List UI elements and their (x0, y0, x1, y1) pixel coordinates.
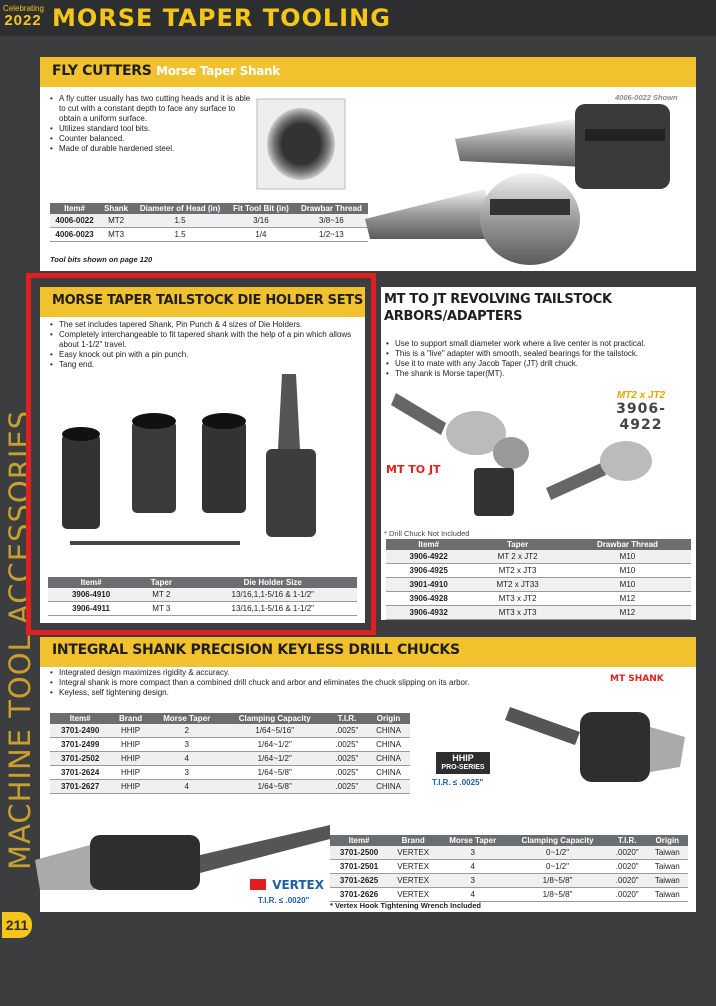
table-cell: 3906-4928 (386, 592, 471, 606)
table-header: Drawbar Thread (295, 203, 368, 214)
table-row (50, 724, 410, 738)
table-cell: 1/64~1/2" (223, 752, 327, 766)
table-cell: 4 (151, 752, 223, 766)
vertex-brand-text: VERTEX (272, 878, 325, 892)
table-cell: MT 3 (134, 602, 188, 616)
fly-cutters-panel (40, 57, 696, 271)
vertex-mark-icon (250, 879, 266, 890)
table-cell: MT 2 x JT2 (471, 550, 564, 564)
table-cell: 3701-2625 (330, 874, 388, 888)
bullet: • Use it to mate with any Jacob Taper (JT) drill chuck. (386, 359, 696, 369)
table-header: Brand (388, 835, 438, 846)
table-row (386, 606, 691, 620)
table-cell: MT3 (99, 228, 133, 242)
drill-chuck-note: * Drill Chuck Not Included (384, 529, 470, 538)
table-cell: .0020" (608, 860, 647, 874)
table-cell: 4006-0022 (50, 214, 99, 228)
table-cell: 1/8~5/8" (507, 888, 608, 902)
table-header: Taper (471, 539, 564, 550)
table-cell: 1/2~13 (295, 228, 368, 242)
side-category-text: MACHINE TOOL ACCESSORIES (3, 409, 37, 870)
table-header: Item# (50, 203, 99, 214)
table-cell: .0020" (608, 888, 647, 902)
table-row (50, 766, 410, 780)
table-row (50, 738, 410, 752)
table-cell: .0025" (327, 752, 367, 766)
table-cell: 1/64~5/8" (223, 766, 327, 780)
table-header: Morse Taper (151, 713, 223, 724)
drill-chucks-title: INTEGRAL SHANK PRECISION KEYLESS DRILL CHUCKS (52, 642, 460, 658)
fly-cutters-title-text: FLY CUTTERS (52, 63, 152, 79)
table-cell: 3 (151, 766, 223, 780)
mt2-jt2-part-number: 3906-4922 (616, 401, 666, 433)
table-cell: 1/64~5/8" (223, 780, 327, 794)
hhip-brand-text: HHIP (452, 753, 474, 763)
table-header: Origin (647, 835, 688, 846)
table-cell: HHIP (110, 724, 151, 738)
table-cell: M10 (564, 564, 691, 578)
table-cell: 1.5 (133, 228, 227, 242)
mt-to-jt-title-line2: ARBORS/ADAPTERS (384, 309, 523, 324)
table-header: Item# (48, 577, 134, 588)
table-cell: 13/16,1,1-5/16 & 1-1/2" (189, 588, 357, 602)
table-cell: 3701-2624 (50, 766, 110, 780)
mt2-jt2-label: MT2 x JT2 (616, 390, 666, 401)
table-cell: .0025" (327, 738, 367, 752)
celebrating-text: Celebrating (3, 4, 44, 13)
table-cell: Taiwan (647, 846, 688, 860)
bullet: • Utilizes standard tool bits. (50, 124, 255, 134)
page-title: MORSE TAPER TOOLING (52, 4, 391, 32)
hhip-chuck-image (500, 687, 690, 797)
table-cell: VERTEX (388, 846, 438, 860)
table-header: Taper (134, 577, 188, 588)
table-cell: 3701-2499 (50, 738, 110, 752)
mt-shank-label: MT SHANK (610, 674, 664, 684)
table-cell: HHIP (110, 780, 151, 794)
table-cell: 3906-4910 (48, 588, 134, 602)
mt-to-jt-table (386, 539, 691, 620)
table-cell: 3/16 (227, 214, 295, 228)
table-cell: 3701-2501 (330, 860, 388, 874)
table-cell: 3701-2626 (330, 888, 388, 902)
table-header: Origin (367, 713, 410, 724)
bullet: • Use to support small diameter work where a live center is not practical. (386, 339, 696, 349)
table-cell: 3701-2627 (50, 780, 110, 794)
table-row (386, 564, 691, 578)
table-header: Drawbar Thread (564, 539, 691, 550)
table-header: Item# (330, 835, 388, 846)
table-cell: 1/4 (227, 228, 295, 242)
table-cell: CHINA (367, 724, 410, 738)
mt-to-jt-panel (381, 287, 696, 620)
fly-cutters-subtitle: Morse Taper Shank (156, 64, 280, 78)
vertex-logo (250, 878, 324, 892)
table-cell: MT2 x JT3 (471, 564, 564, 578)
page-number: 211 (2, 912, 32, 938)
bullet: • Completely interchangeable to fit tapered shank with the help of a pin which allows about 1-1/2" travel. (50, 330, 355, 350)
bullet: • Counter balanced. (50, 134, 255, 144)
mt2-jt2-callout (595, 390, 687, 433)
mt-to-jt-title-bar (381, 287, 696, 331)
table-cell: MT2 (99, 214, 133, 228)
bullet: • Easy knock out pin with a pin punch. (50, 350, 355, 360)
table-header: Clamping Capacity (223, 713, 327, 724)
table-cell: VERTEX (388, 888, 438, 902)
table-header: Diameter of Head (in) (133, 203, 227, 214)
table-header: Die Holder Size (189, 577, 357, 588)
table-cell: MT3 x JT3 (471, 606, 564, 620)
table-cell: Taiwan (647, 888, 688, 902)
table-cell: .0025" (327, 766, 367, 780)
table-cell: HHIP (110, 738, 151, 752)
table-header: Item# (386, 539, 471, 550)
bullet: • Keyless, self tightening design. (50, 688, 590, 698)
caption-4006-0022: 4006-0022 Shown (615, 93, 678, 102)
mt-to-jt-bullets (386, 339, 696, 379)
table-cell: 3906-4932 (386, 606, 471, 620)
table-cell: 3906-4925 (386, 564, 471, 578)
bullet: • Integral shank is more compact than a combined drill chuck and arbor and eliminates the chuck slipping on its arbor. (50, 678, 590, 688)
table-row (386, 592, 691, 606)
drill-chucks-title-bar (40, 637, 696, 667)
table-cell: 3906-4911 (48, 602, 134, 616)
table-cell: 1/64~5/16" (223, 724, 327, 738)
table-row (330, 860, 688, 874)
table-header: T.I.R. (327, 713, 367, 724)
fly-cutter-product-image (255, 89, 695, 269)
hhip-chuck-table (50, 713, 410, 794)
table-cell: MT 2 (134, 588, 188, 602)
table-cell: CHINA (367, 738, 410, 752)
table-header: Fit Tool Bit (in) (227, 203, 295, 214)
bullet: • Made of durable hardened steel. (50, 144, 255, 154)
table-cell: 4 (438, 860, 507, 874)
table-row (386, 578, 691, 592)
table-row (330, 846, 688, 860)
table-cell: 3 (438, 846, 507, 860)
table-cell: 3701-2500 (330, 846, 388, 860)
bullet: • This is a "live" adapter with smooth, sealed bearings for the tailstock. (386, 349, 696, 359)
table-cell: .0025" (327, 780, 367, 794)
bullet: • The shank is Morse taper(MT). (386, 369, 696, 379)
table-header: Shank (99, 203, 133, 214)
table-cell: .0020" (608, 874, 647, 888)
highlight-box (26, 273, 376, 635)
table-row (50, 780, 410, 794)
table-cell: 4006-0023 (50, 228, 99, 242)
table-cell: M12 (564, 606, 691, 620)
vertex-tir-label: T.I.R. ≤ .0020" (258, 896, 310, 905)
table-cell: CHINA (367, 780, 410, 794)
table-cell: 3/8~16 (295, 214, 368, 228)
table-cell: 1/8~5/8" (507, 874, 608, 888)
bullet: • A fly cutter usually has two cutting heads and it is able to cut with a constant depth to face any surface to obtain a uniform surface. (50, 94, 255, 124)
table-cell: 0~1/2" (507, 846, 608, 860)
hhip-series-text: PRO-SERIES (441, 764, 485, 771)
hhip-logo (436, 752, 490, 774)
table-cell: VERTEX (388, 860, 438, 874)
table-cell: 3901-4910 (386, 578, 471, 592)
fly-cutters-bullets (50, 94, 255, 154)
table-cell: M10 (564, 550, 691, 564)
vertex-wrench-note: * Vertex Hook Tightening Wrench Included (330, 901, 481, 910)
celebrating-badge (3, 4, 43, 28)
table-cell: CHINA (367, 752, 410, 766)
table-cell: 2 (151, 724, 223, 738)
table-header: Brand (110, 713, 151, 724)
table-cell: 13/16,1,1-5/16 & 1-1/2" (189, 602, 357, 616)
hhip-tir-label: T.I.R. ≤ .0025" (432, 778, 484, 787)
table-cell: 0~1/2" (507, 860, 608, 874)
table-row (50, 752, 410, 766)
table-header: T.I.R. (608, 835, 647, 846)
table-cell: MT3 x JT2 (471, 592, 564, 606)
table-cell: MT2 x JT33 (471, 578, 564, 592)
fly-cutters-title (52, 63, 280, 79)
table-row (330, 874, 688, 888)
table-cell: 1.5 (133, 214, 227, 228)
bullet: • Tang end. (50, 360, 355, 370)
fly-cutters-note: Tool bits shown on page 120 (50, 255, 153, 264)
die-holder-title: MORSE TAPER TAILSTOCK DIE HOLDER SETS (52, 293, 363, 308)
table-cell: 3 (438, 874, 507, 888)
table-row (330, 888, 688, 902)
table-header: Item# (50, 713, 110, 724)
table-row (386, 550, 691, 564)
bullet: • Integrated design maximizes rigidity & accuracy. (50, 668, 590, 678)
fly-cutters-title-bar (40, 57, 696, 87)
table-cell: HHIP (110, 766, 151, 780)
table-cell: .0025" (327, 724, 367, 738)
table-cell: CHINA (367, 766, 410, 780)
table-cell: 3701-2502 (50, 752, 110, 766)
table-cell: Taiwan (647, 874, 688, 888)
vertex-chuck-table (330, 835, 688, 902)
table-cell: HHIP (110, 752, 151, 766)
table-cell: .0020" (608, 846, 647, 860)
table-cell: 4 (438, 888, 507, 902)
table-cell: 1/64~1/2" (223, 738, 327, 752)
table-header: Clamping Capacity (507, 835, 608, 846)
mt-to-jt-title (384, 291, 612, 325)
table-cell: VERTEX (388, 874, 438, 888)
mt-to-jt-title-line1: MT TO JT REVOLVING TAILSTOCK (384, 292, 612, 307)
table-cell: Taiwan (647, 860, 688, 874)
table-cell: 3 (151, 738, 223, 752)
table-cell: 3701-2490 (50, 724, 110, 738)
page-header (0, 0, 716, 36)
bullet: • The set includes tapered Shank, Pin Punch & 4 sizes of Die Holders. (50, 320, 355, 330)
table-cell: M10 (564, 578, 691, 592)
celebrating-year: 2022 (4, 12, 42, 29)
table-cell: 3906-4922 (386, 550, 471, 564)
table-cell: 4 (151, 780, 223, 794)
table-header: Morse Taper (438, 835, 507, 846)
table-cell: M12 (564, 592, 691, 606)
drill-chucks-panel (40, 637, 696, 912)
mt-to-jt-label: MT TO JT (386, 463, 441, 476)
